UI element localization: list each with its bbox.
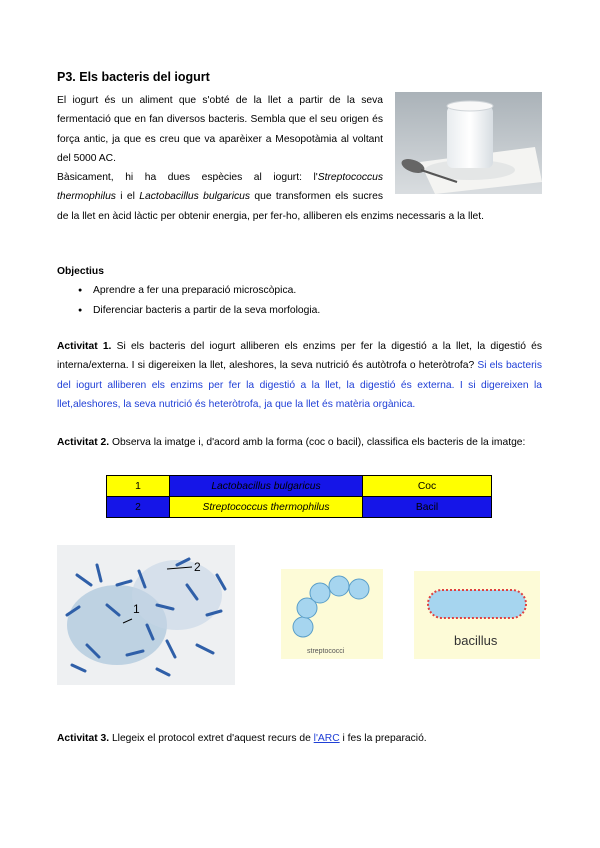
species-lactobacillus: Lactobacillus bulgaricus (139, 191, 251, 203)
streptococci-diagram (281, 569, 383, 659)
row-2-name: Streptococcus thermophilus (170, 497, 363, 518)
activity-2-text: Observa la imatge i, d'acord amb la forma (coc o bacil), classifica els bacteris de la imatge: (109, 437, 526, 448)
activity-3-text-a: Llegeix el protocol extret d'aquest recurs de (109, 733, 314, 744)
species-streptococcus: Streptococcus thermophilus (57, 172, 383, 203)
row-1-type: Coc (363, 476, 492, 497)
page-title: P3. Els bacteris del iogurt (57, 70, 210, 84)
intro-paragraph-2a: Bàsicament, hi ha dues espècies al iogurt: l' (57, 172, 318, 184)
activity-1-question: Si els bacteris del iogurt alliberen els enzims per fer la digestió a la llet, la digestió és interna/externa. I si digereixen la llet, aleshores, la seva nutrició és autòtrofa o heteròtrofa? (57, 341, 542, 372)
arc-link[interactable]: l'ARC (313, 733, 340, 744)
activity-3 (57, 729, 542, 748)
activity-3-text-b: i fes la preparació. (339, 733, 427, 744)
row-1-number: 1 (107, 476, 170, 497)
streptococci-caption: streptococci (307, 648, 345, 655)
micro-label-1: 1 (133, 602, 140, 616)
row-2-type: Bacil (363, 497, 492, 518)
classification-table (106, 475, 492, 518)
table-row (107, 476, 492, 497)
intro-paragraph-1: El iogurt és un aliment que s'obté de la llet a partir de la seva fermentació que en fan diversos bacteris. Sembla que el seu origen és força antic, ja que es creu que va aparèixer a Mesopotàmia al voltant del 5000 AC. (57, 95, 383, 164)
yogurt-photo (395, 92, 542, 194)
activity-1 (57, 337, 542, 414)
bacillus-caption: bacillus (454, 633, 498, 648)
activity-1-answer: Si els bacteris del iogurt alliberen els enzims per fer la digestió a la llet, la digestió és externa. I si digereixen la llet,aleshores, la seva nutrició és heteròtrofa, ja que la llet és matèria orgànica. (57, 360, 542, 410)
table-row (107, 497, 492, 518)
objective-item: ● Aprendre a fer una preparació microscòpica. (57, 281, 542, 300)
intro-paragraph-2c: que transformen els sucres de la llet en àcid làctic per obtenir energia, per fer-ho, alliberen els enzims necessaris a la llet. (57, 191, 484, 222)
intro-paragraph-2b: i el (115, 191, 140, 203)
objective-item: ● Diferenciar bacteris a partir de la seva morfologia. (57, 301, 542, 320)
activity-3-label: Activitat 3. (57, 733, 110, 744)
row-2-number: 2 (107, 497, 170, 518)
activity-2 (57, 433, 542, 452)
micro-label-2: 2 (194, 560, 201, 574)
row-1-name: Lactobacillus bulgaricus (170, 476, 363, 497)
activity-1-label: Activitat 1. (57, 341, 112, 352)
activity-2-label: Activitat 2. (57, 437, 110, 448)
intro-section (57, 91, 542, 226)
micrograph-image (57, 545, 235, 685)
bacillus-diagram (414, 571, 540, 659)
objectives-section (57, 262, 542, 320)
objectives-heading: Objectius (57, 266, 104, 277)
